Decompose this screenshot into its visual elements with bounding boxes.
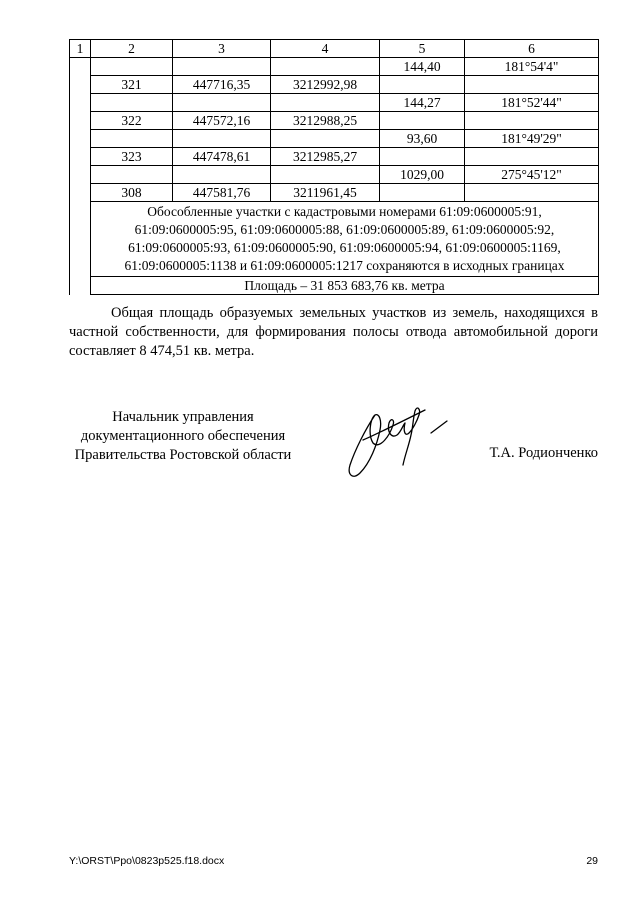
table-row <box>70 76 599 94</box>
y-coordinate-cell: 3211961,45 <box>271 184 380 202</box>
distance-cell <box>380 184 465 202</box>
x-coordinate-cell <box>173 130 271 148</box>
x-coordinate-cell <box>173 94 271 112</box>
angle-cell <box>465 112 599 130</box>
x-coordinate-cell: 447478,61 <box>173 148 271 166</box>
signatory-title-line: документационного обеспечения <box>80 428 286 444</box>
distance-cell <box>380 76 465 94</box>
distance-cell: 93,60 <box>380 130 465 148</box>
signatory-title <box>69 408 297 465</box>
x-coordinate-cell: 447716,35 <box>173 76 271 94</box>
signatory-title-line: Начальник управления <box>112 409 254 425</box>
distance-cell: 144,27 <box>380 94 465 112</box>
distance-cell: 1029,00 <box>380 166 465 184</box>
point-number-cell <box>91 94 173 112</box>
header-cell: 6 <box>465 40 599 58</box>
x-coordinate-cell <box>173 58 271 76</box>
table-row <box>70 184 599 202</box>
table-note-row <box>70 202 599 277</box>
y-coordinate-cell <box>271 166 380 184</box>
signatory-title-line: Правительства Ростовской области <box>74 447 292 463</box>
y-coordinate-cell <box>271 58 380 76</box>
y-coordinate-cell: 3212985,27 <box>271 148 380 166</box>
y-coordinate-cell <box>271 94 380 112</box>
point-number-cell: 308 <box>91 184 173 202</box>
table-row <box>70 112 599 130</box>
note-line: 61:09:0600005:1138 и 61:09:0600005:1217 сохраняются в исходных границах <box>124 258 565 273</box>
x-coordinate-cell: 447581,76 <box>173 184 271 202</box>
angle-cell <box>465 184 599 202</box>
table-row <box>70 148 599 166</box>
table-row <box>70 166 599 184</box>
separate-plots-note <box>91 202 599 277</box>
total-area-paragraph: Общая площадь образуемых земельных участков из земель, находящихся в частной собственности, для формирования полосы отвода автомобильной дороги составляет 8 474,51 кв. метра. <box>69 305 598 359</box>
distance-cell <box>380 112 465 130</box>
total-area-cell: Площадь – 31 853 683,76 кв. метра <box>91 277 599 295</box>
page-number: 29 <box>586 855 598 867</box>
coordinates-table-container <box>69 39 598 295</box>
point-number-cell: 322 <box>91 112 173 130</box>
footer-file-path: Y:\ORST\Ppo\0823p525.f18.docx <box>69 855 225 867</box>
handwritten-signature <box>335 395 455 485</box>
table-header-row <box>70 40 599 58</box>
merged-first-column-cell <box>70 58 91 295</box>
angle-cell: 181°54'4" <box>465 58 599 76</box>
note-line: Обособленные участки с кадастровыми номерами 61:09:0600005:91, <box>147 204 542 219</box>
table-row <box>70 94 599 112</box>
angle-cell <box>465 76 599 94</box>
distance-cell <box>380 148 465 166</box>
angle-cell: 181°52'44" <box>465 94 599 112</box>
table-row <box>70 58 599 76</box>
header-cell: 4 <box>271 40 380 58</box>
table-area-row <box>70 277 599 295</box>
header-cell: 2 <box>91 40 173 58</box>
note-line: 61:09:0600005:95, 61:09:0600005:88, 61:09:0600005:89, 61:09:0600005:92, <box>134 222 555 237</box>
point-number-cell: 323 <box>91 148 173 166</box>
x-coordinate-cell <box>173 166 271 184</box>
signatory-name: Т.А. Родионченко <box>489 445 598 461</box>
point-number-cell <box>91 166 173 184</box>
angle-cell <box>465 148 599 166</box>
y-coordinate-cell: 3212992,98 <box>271 76 380 94</box>
point-number-cell: 321 <box>91 76 173 94</box>
note-line: 61:09:0600005:93, 61:09:0600005:90, 61:09:0600005:94, 61:09:0600005:1169, <box>128 240 561 255</box>
y-coordinate-cell <box>271 130 380 148</box>
angle-cell: 275°45'12" <box>465 166 599 184</box>
y-coordinate-cell: 3212988,25 <box>271 112 380 130</box>
angle-cell: 181°49'29" <box>465 130 599 148</box>
header-cell: 1 <box>70 40 91 58</box>
point-number-cell <box>91 58 173 76</box>
header-cell: 3 <box>173 40 271 58</box>
point-number-cell <box>91 130 173 148</box>
header-cell: 5 <box>380 40 465 58</box>
distance-cell: 144,40 <box>380 58 465 76</box>
x-coordinate-cell: 447572,16 <box>173 112 271 130</box>
coordinates-table <box>69 39 599 295</box>
table-row <box>70 130 599 148</box>
